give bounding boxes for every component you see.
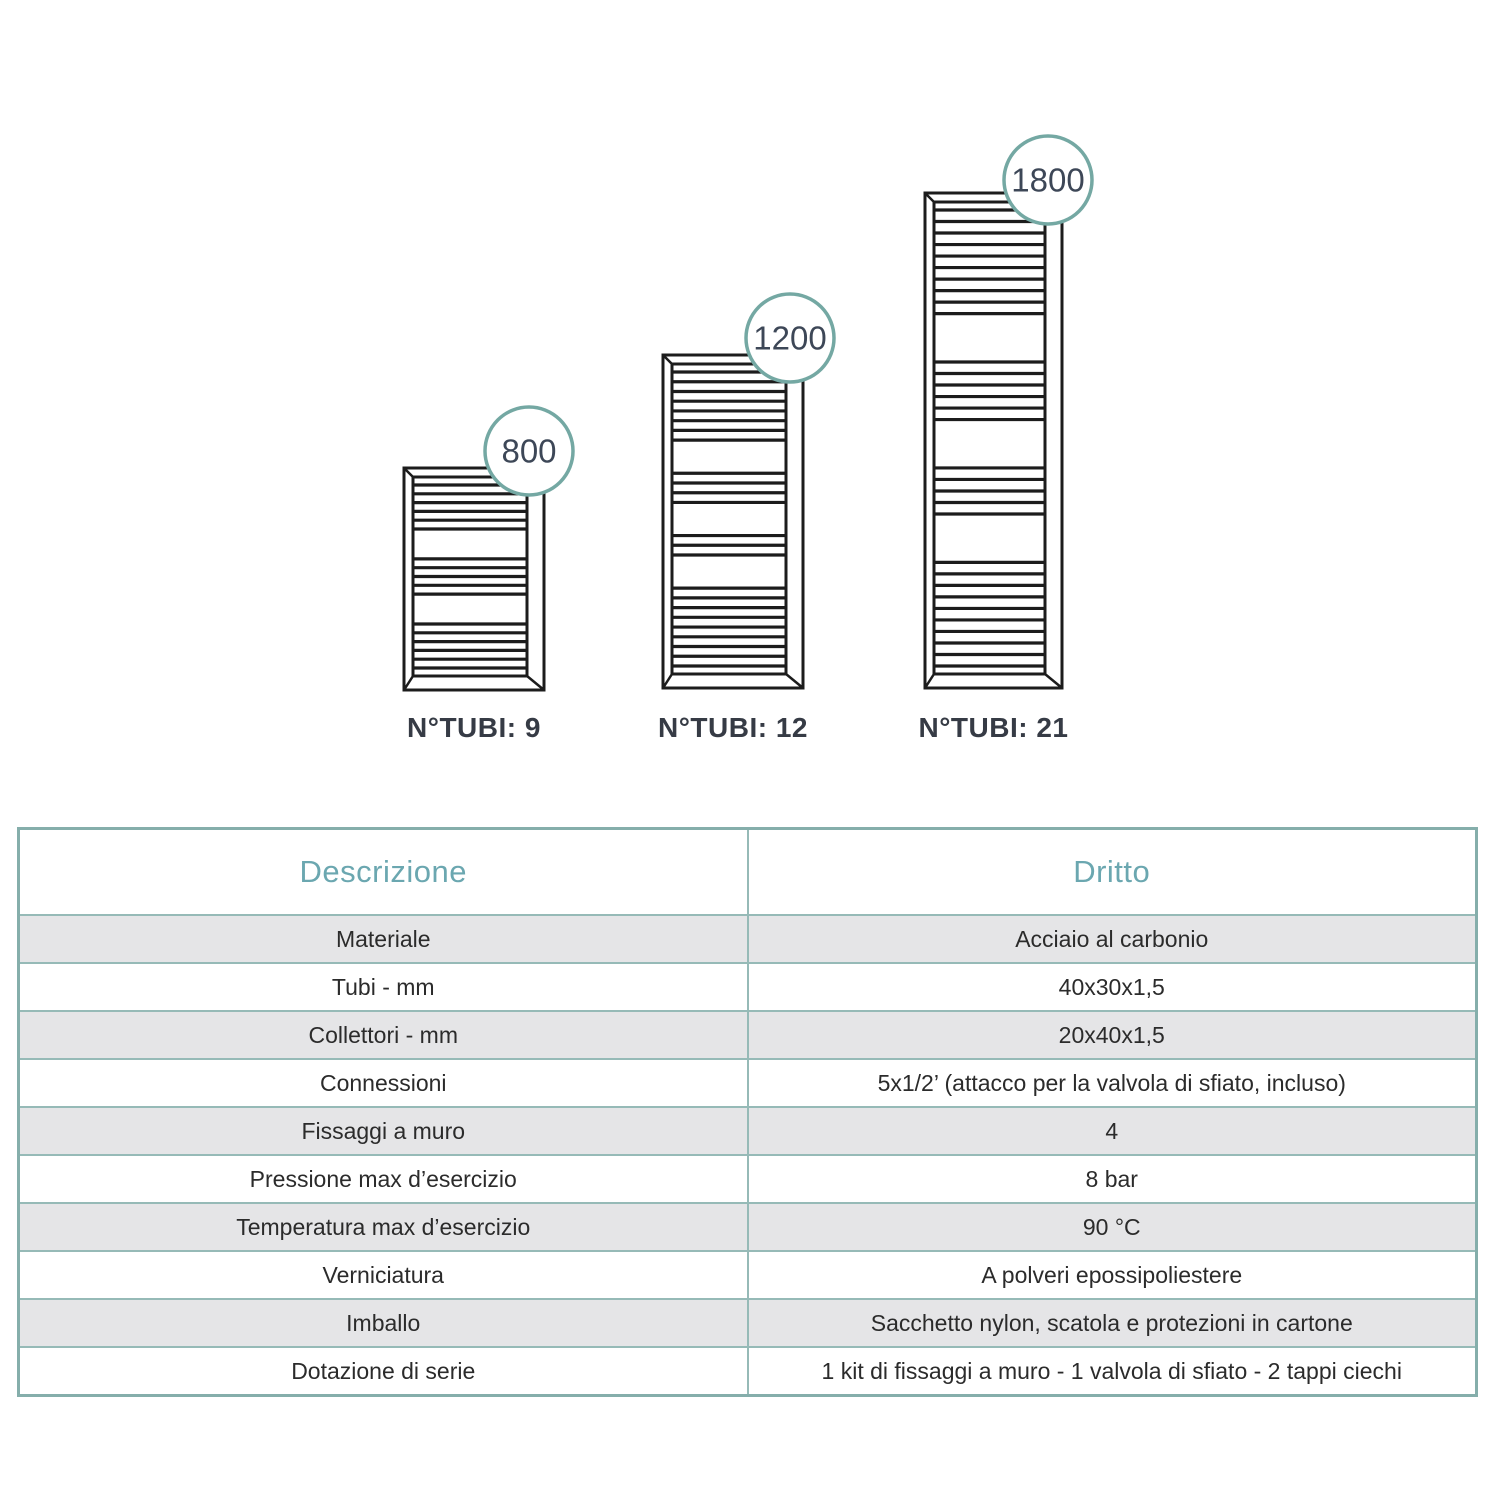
frame-corner-line [1045,674,1062,688]
table-row [19,915,1477,963]
table-header-row [19,829,1477,916]
spec-table-grid [17,827,1478,1397]
spec-value: 40x30x1,5 [748,963,1477,1011]
table-row [19,1155,1477,1203]
spec-label: Collettori - mm [19,1011,748,1059]
table-row [19,1011,1477,1059]
spec-label: Materiale [19,915,748,963]
spec-value: 5x1/2’ (attacco per la valvola di sfiato, incluso) [748,1059,1477,1107]
tubes-caption: N°TUBI: 12 [658,712,808,743]
spec-value: 8 bar [748,1155,1477,1203]
height-badge-label: 1800 [1011,161,1085,199]
spec-label: Pressione max d’esercizio [19,1155,748,1203]
spec-value: 1 kit di fissaggi a muro - 1 valvola di sfiato - 2 tappi ciechi [748,1347,1477,1396]
radiator-1200 [658,294,834,743]
spec-label: Connessioni [19,1059,748,1107]
frame-corner-line [786,674,803,688]
tubes-caption: N°TUBI: 9 [407,712,541,743]
spec-label: Tubi - mm [19,963,748,1011]
spec-value: Acciaio al carbonio [748,915,1477,963]
table-row [19,1347,1477,1396]
header-descrizione: Descrizione [19,829,748,916]
spec-value: Sacchetto nylon, scatola e protezioni in cartone [748,1299,1477,1347]
spec-table [17,827,1478,1397]
height-badge-label: 800 [501,432,557,470]
table-row [19,1203,1477,1251]
frame-corner-line [527,676,544,690]
spec-value: 90 °C [748,1203,1477,1251]
spec-label: Imballo [19,1299,748,1347]
radiator-800 [404,407,573,743]
header-dritto: Dritto [748,829,1477,916]
table-row [19,963,1477,1011]
tubes-caption: N°TUBI: 21 [918,712,1069,743]
spec-value: 20x40x1,5 [748,1011,1477,1059]
spec-value: 4 [748,1107,1477,1155]
spec-label: Temperatura max d’esercizio [19,1203,748,1251]
spec-value: A polveri epossipoliestere [748,1251,1477,1299]
spec-label: Fissaggi a muro [19,1107,748,1155]
table-row [19,1107,1477,1155]
spec-label: Verniciatura [19,1251,748,1299]
table-row [19,1251,1477,1299]
table-row [19,1299,1477,1347]
table-row [19,1059,1477,1107]
height-badge-label: 1200 [753,319,827,357]
radiator-1800 [919,136,1093,743]
radiator-frame-inner [934,202,1045,674]
spec-label: Dotazione di serie [19,1347,748,1396]
